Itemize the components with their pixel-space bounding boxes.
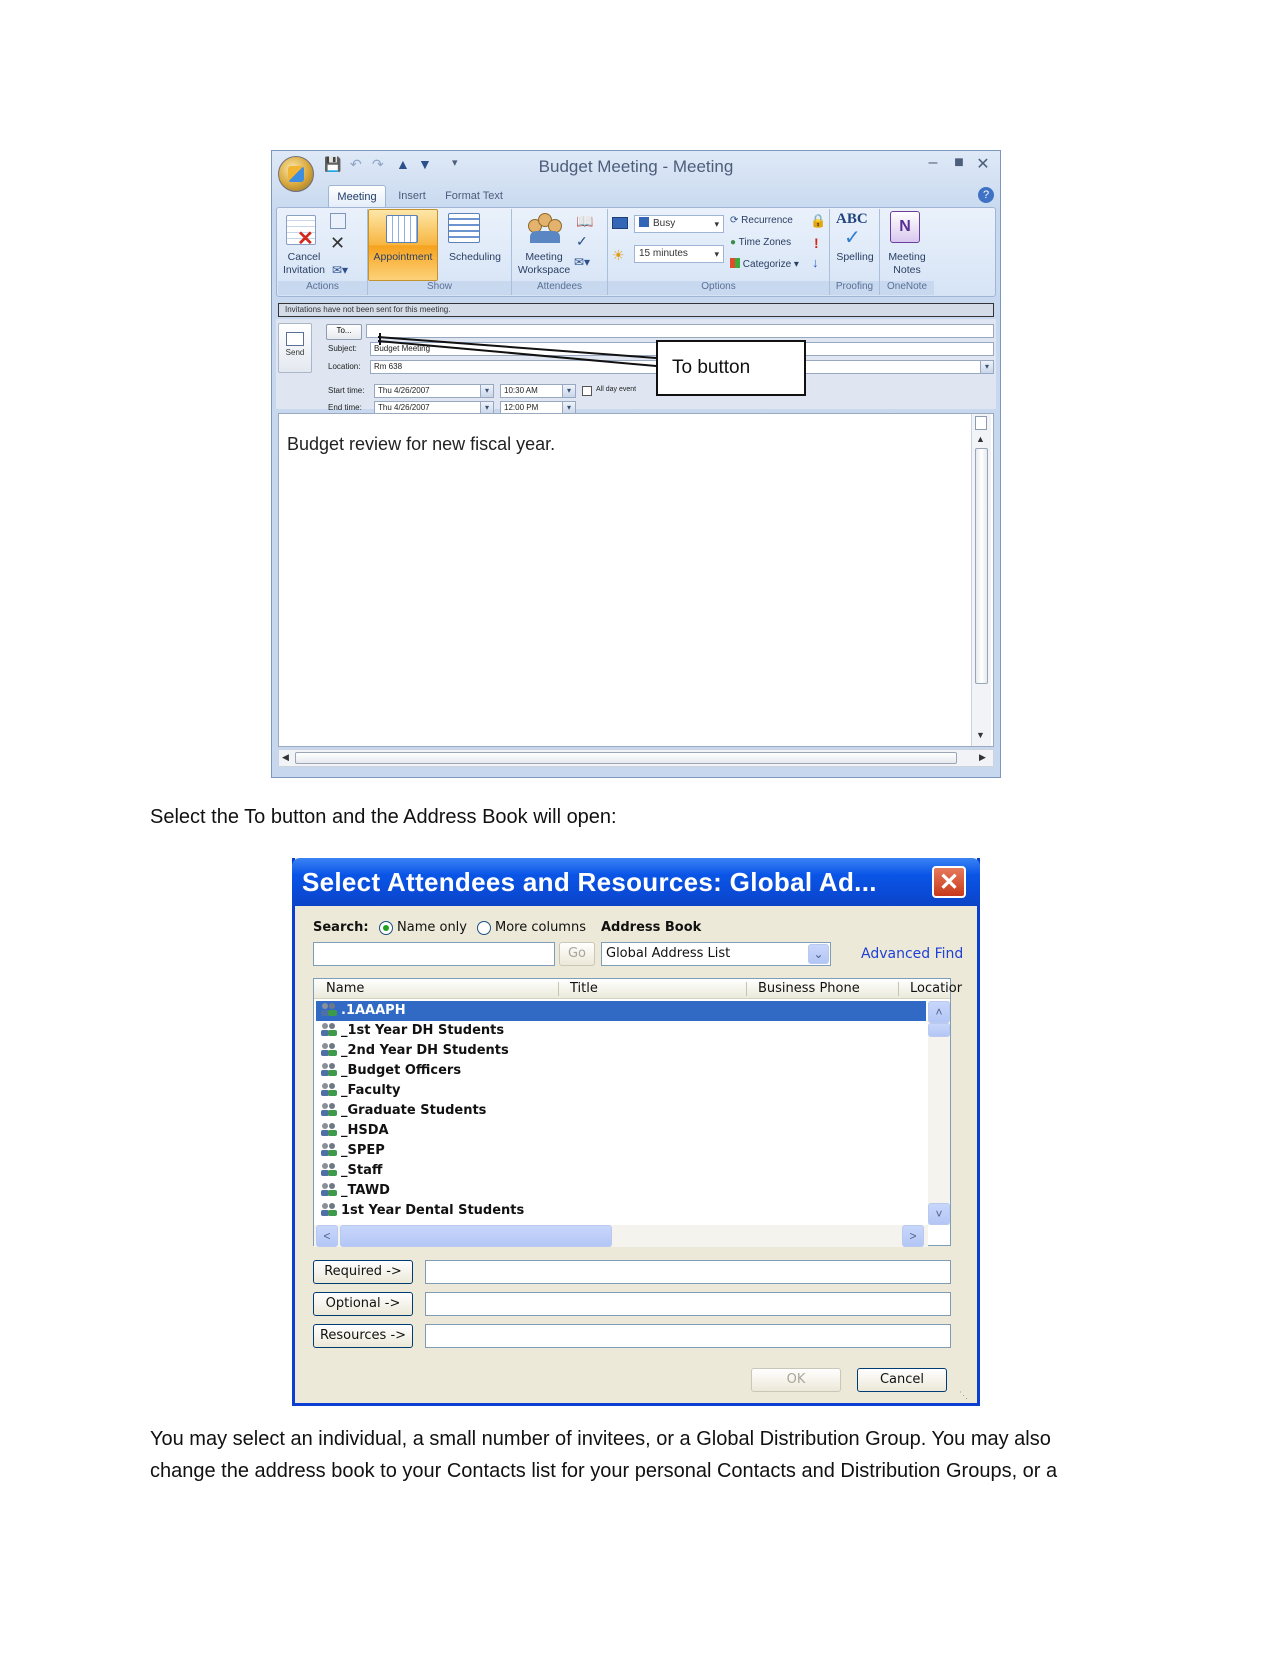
- distribution-group-icon: [320, 1102, 338, 1116]
- spelling-icon: ABC: [836, 211, 868, 227]
- location-field[interactable]: Rm 638: [370, 360, 994, 374]
- list-item[interactable]: [316, 1041, 926, 1061]
- start-date-field[interactable]: Thu 4/26/2007: [374, 384, 494, 398]
- appointment-label: Appointment: [373, 251, 433, 263]
- list-item-label: _2nd Year DH Students: [341, 1043, 509, 1058]
- next-item-icon[interactable]: ▼: [418, 156, 432, 172]
- notes-label-1: Meeting: [888, 251, 926, 263]
- select-attendees-dialog: [292, 858, 980, 1406]
- group-label-show: Show: [368, 281, 511, 295]
- redo-icon[interactable]: ↷: [372, 156, 384, 172]
- distribution-group-icon: [320, 1182, 338, 1196]
- categorize-button[interactable]: Categorize ▾: [730, 257, 799, 273]
- scroll-right-icon[interactable]: ▶: [979, 752, 986, 762]
- globe-icon: ●: [730, 237, 737, 248]
- notes-label-2: Notes: [893, 264, 921, 276]
- check-names-icon[interactable]: ✓: [576, 233, 588, 249]
- list-item-label: _1st Year DH Students: [341, 1023, 505, 1038]
- address-book-select[interactable]: [601, 942, 831, 966]
- list-item-label: .1AAAPH: [341, 1003, 406, 1018]
- radio-more-columns-label: More columns: [495, 920, 586, 935]
- body-text: Budget review for new fiscal year.: [287, 434, 556, 454]
- close-icon[interactable]: ✕: [976, 156, 990, 173]
- show-as-value: Busy: [653, 218, 676, 229]
- list-item-label: _SPEP: [341, 1143, 385, 1158]
- column-title[interactable]: Title: [570, 981, 598, 996]
- end-time-field[interactable]: 12:00 PM: [500, 401, 576, 415]
- callout-lines: [0, 0, 1280, 800]
- list-item[interactable]: [316, 1161, 926, 1181]
- time-zones-label: Time Zones: [738, 237, 792, 248]
- delete-icon[interactable]: ✕: [330, 233, 346, 253]
- list-item[interactable]: [316, 1201, 926, 1221]
- list-item[interactable]: [316, 1101, 926, 1121]
- scroll-left-icon[interactable]: <: [316, 1225, 338, 1247]
- advanced-find-link[interactable]: Advanced Find: [861, 946, 964, 962]
- list-item-label: _HSDA: [341, 1123, 389, 1138]
- response-options-icon[interactable]: ✉▾: [574, 255, 591, 269]
- scroll-up-icon[interactable]: ˄: [928, 1001, 950, 1023]
- tab-format-text[interactable]: Format Text: [445, 190, 503, 202]
- column-divider: [898, 982, 899, 996]
- scroll-down-icon[interactable]: ˅: [928, 1203, 950, 1225]
- chevron-down-icon[interactable]: ▾: [562, 402, 575, 414]
- spelling-button[interactable]: Spelling: [836, 251, 874, 263]
- distribution-group-icon: [320, 1042, 338, 1056]
- column-business-phone[interactable]: Business Phone: [758, 981, 860, 996]
- resources-field[interactable]: [425, 1324, 951, 1348]
- list-item[interactable]: [316, 1181, 926, 1201]
- group-label-proofing: Proofing: [830, 281, 879, 295]
- search-input[interactable]: [313, 942, 555, 966]
- distribution-group-icon: [320, 1062, 338, 1076]
- list-item-label: _Budget Officers: [341, 1063, 462, 1078]
- address-book-label: Address Book: [601, 920, 702, 935]
- ok-button[interactable]: OK: [751, 1368, 841, 1392]
- list-item-label: _TAWD: [341, 1183, 390, 1198]
- list-item[interactable]: [316, 1001, 926, 1021]
- required-field[interactable]: [425, 1260, 951, 1284]
- minimize-icon[interactable]: –: [928, 154, 938, 171]
- chevron-down-icon[interactable]: ▾: [480, 402, 493, 414]
- distribution-group-icon: [320, 1082, 338, 1096]
- start-time-field[interactable]: 10:30 AM: [500, 384, 576, 398]
- recurrence-icon: ⟳: [730, 215, 739, 226]
- paragraph-2-line-2: change the address book to your Contacts list for your personal Contacts and Distribution Groups, or a: [150, 1460, 1058, 1482]
- list-item-label: 1st Year Dental Students: [341, 1203, 525, 1218]
- scroll-thumb[interactable]: [928, 1023, 950, 1037]
- chevron-down-icon: ▾: [714, 249, 719, 259]
- paragraph-2-line-1: You may select an individual, a small number of invitees, or a Global Distribution Group. You may also: [150, 1428, 1051, 1450]
- cancel-label-2: Invitation: [282, 264, 326, 276]
- close-icon[interactable]: ✕: [932, 866, 966, 898]
- distribution-group-icon: [320, 1002, 338, 1016]
- previous-item-icon[interactable]: ▲: [396, 156, 410, 172]
- cancel-label-1: Cancel: [287, 251, 321, 263]
- list-item[interactable]: [316, 1121, 926, 1141]
- required-button[interactable]: Required ->: [313, 1260, 413, 1284]
- subject-field[interactable]: Budget Meeting: [370, 342, 994, 356]
- optional-button[interactable]: Optional ->: [313, 1292, 413, 1316]
- distribution-group-icon: [320, 1162, 338, 1176]
- column-divider: [558, 982, 559, 996]
- scroll-left-icon[interactable]: ◀: [282, 752, 289, 762]
- list-item[interactable]: [316, 1061, 926, 1081]
- chevron-down-icon: ▾: [714, 219, 719, 229]
- cancel-invitation-icon: ✕: [286, 215, 316, 245]
- distribution-group-icon: [320, 1142, 338, 1156]
- radio-more-columns[interactable]: [477, 921, 491, 935]
- radio-name-only[interactable]: [379, 921, 393, 935]
- column-name[interactable]: Name: [326, 981, 365, 996]
- list-horizontal-scrollbar[interactable]: [314, 1225, 928, 1247]
- address-book-value: Global Address List: [606, 946, 731, 961]
- location-label: Location:: [328, 362, 361, 371]
- distribution-group-icon: [320, 1122, 338, 1136]
- column-divider: [746, 982, 747, 996]
- list-vertical-scrollbar[interactable]: [928, 1001, 950, 1225]
- search-label: Search:: [313, 920, 369, 935]
- workspace-label-1: Meeting: [525, 251, 563, 263]
- info-bar: Invitations have not been sent for this meeting.: [278, 303, 994, 317]
- checkmark-icon: ✓: [844, 227, 861, 249]
- chevron-down-icon[interactable]: ⌄: [808, 944, 829, 964]
- scroll-right-icon[interactable]: >: [902, 1225, 924, 1247]
- to-button-callout: To button: [656, 340, 806, 396]
- help-icon[interactable]: ?: [978, 187, 994, 203]
- go-button[interactable]: Go: [559, 942, 595, 966]
- save-icon[interactable]: 💾: [324, 156, 342, 172]
- distribution-group-icon: [320, 1202, 338, 1216]
- optional-field[interactable]: [425, 1292, 951, 1316]
- low-importance-icon[interactable]: ↓: [812, 255, 819, 270]
- end-time-label: End time:: [328, 403, 362, 412]
- chevron-down-icon[interactable]: ▾: [480, 385, 493, 397]
- scroll-down-icon[interactable]: ▼: [976, 730, 985, 740]
- group-label-attendees: Attendees: [512, 281, 607, 295]
- address-list: [313, 978, 963, 1246]
- paragraph-1: Select the To button and the Address Book will open:: [150, 806, 617, 828]
- maximize-icon[interactable]: ■: [954, 154, 964, 171]
- end-date-field[interactable]: Thu 4/26/2007: [374, 401, 494, 415]
- undo-icon[interactable]: ↶: [350, 156, 362, 172]
- high-importance-icon[interactable]: !: [814, 235, 819, 251]
- distribution-group-icon: [320, 1022, 338, 1036]
- scroll-up-icon[interactable]: ▲: [976, 434, 985, 444]
- radio-name-only-label: Name only: [397, 920, 467, 935]
- private-lock-icon[interactable]: 🔒: [810, 213, 827, 228]
- subject-label: Subject:: [328, 344, 357, 353]
- list-item[interactable]: [316, 1081, 926, 1101]
- recurrence-label: Recurrence: [741, 215, 793, 226]
- categorize-label: Categorize: [742, 259, 792, 270]
- hscroll-thumb[interactable]: [340, 1225, 612, 1247]
- to-button[interactable]: To...: [326, 324, 362, 340]
- list-item-label: _Graduate Students: [341, 1103, 487, 1118]
- tab-insert[interactable]: Insert: [398, 190, 426, 202]
- send-label: Send: [285, 348, 305, 357]
- window-title: Budget Meeting - Meeting: [538, 157, 734, 176]
- resize-grip-icon[interactable]: ⋱: [959, 1390, 968, 1400]
- chevron-down-icon[interactable]: ▾: [980, 361, 993, 373]
- group-label-onenote: OneNote: [880, 281, 934, 295]
- list-item-label: _Faculty: [341, 1083, 401, 1098]
- list-item[interactable]: [316, 1141, 926, 1161]
- reminder-value: 15 minutes: [639, 248, 688, 259]
- group-label-options: Options: [608, 281, 829, 295]
- onenote-icon: N: [890, 211, 920, 243]
- chevron-down-icon[interactable]: ▾: [562, 385, 575, 397]
- list-header: [314, 979, 963, 999]
- scheduling-button[interactable]: Scheduling: [449, 251, 501, 263]
- reminder-bell-icon: ☀: [612, 247, 625, 263]
- forward-icon[interactable]: ✉▾: [332, 263, 349, 277]
- group-label-actions: Actions: [278, 281, 367, 295]
- dialog-title-bar: [292, 858, 980, 906]
- workspace-label-2: Workspace: [517, 264, 571, 276]
- cancel-button[interactable]: Cancel: [857, 1368, 947, 1392]
- start-time-label: Start time:: [328, 386, 365, 395]
- customize-qat-icon[interactable]: ▾: [452, 157, 458, 169]
- column-location[interactable]: Locatior: [910, 981, 963, 996]
- tab-meeting[interactable]: Meeting: [328, 185, 386, 207]
- dialog-title: Select Attendees and Resources: Global Ad...: [302, 867, 877, 897]
- address-book-icon[interactable]: 📖: [576, 213, 594, 229]
- list-item-label: _Staff: [341, 1163, 383, 1178]
- all-day-label: All day event: [596, 386, 637, 393]
- list-item[interactable]: [316, 1021, 926, 1041]
- resources-button[interactable]: Resources ->: [313, 1324, 413, 1348]
